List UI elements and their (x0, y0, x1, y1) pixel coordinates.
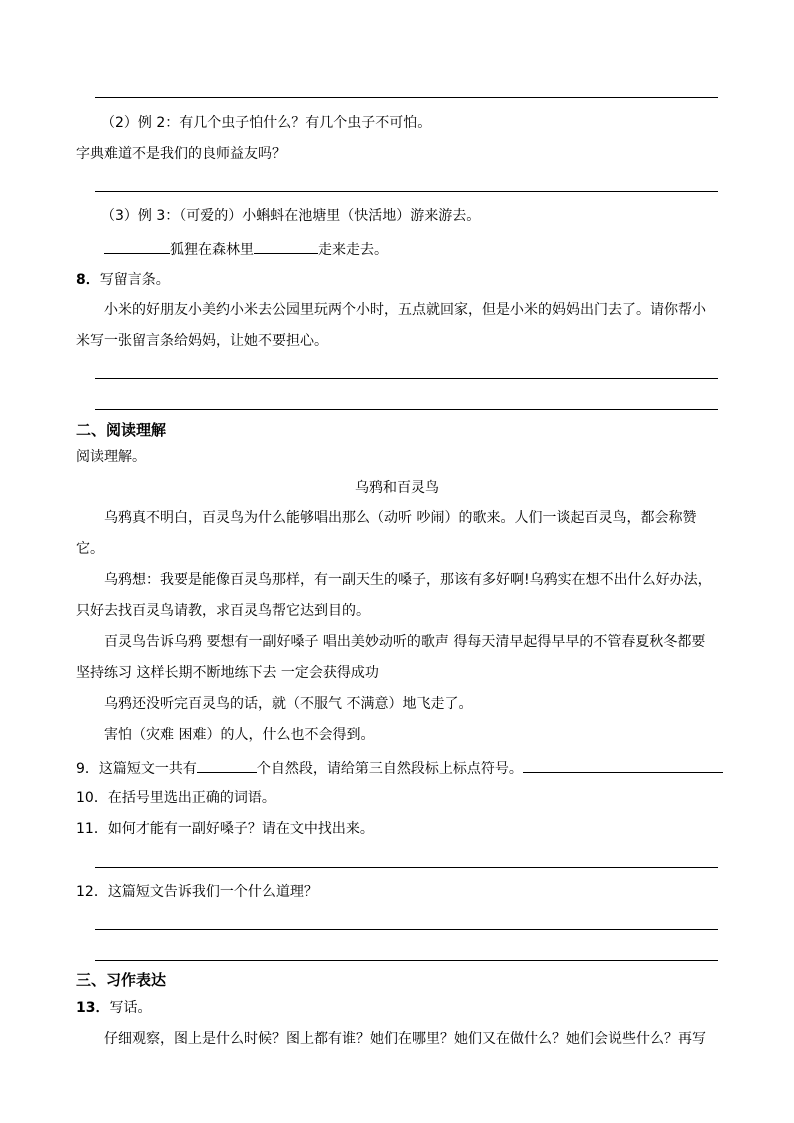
section-heading-writing: 三、习作表达 (76, 971, 167, 989)
q8-title: 写留言条。 (99, 272, 170, 288)
q3-end-text: 走来走去。 (318, 242, 388, 258)
answer-line (95, 378, 718, 379)
q10-text: 10．在括号里选出正确的词语。 (76, 790, 276, 806)
q9-text (76, 757, 723, 779)
q9-text-a: 9．这篇短文一共有 (76, 761, 197, 777)
reading-intro: 阅读理解。 (76, 449, 146, 465)
q13-title: 写话。 (109, 1000, 152, 1016)
q3-mid-text: 狐狸在森林里 (170, 242, 254, 258)
story-p5: 害怕（灾难 困难）的人，什么也不会得到。 (104, 727, 375, 743)
q2-example: 字典难道不是我们的良师益友吗？ (76, 146, 286, 162)
q12-text: 12．这篇短文告诉我们一个什么道理？ (76, 884, 318, 900)
q3-fill-sentence (104, 238, 388, 260)
story-p2-line2: 只好去找百灵鸟请教，求百灵鸟帮它达到目的。 (76, 603, 370, 619)
q2-text: （2）例 2：有几个虫子怕什么？有几个虫子不可怕。 (101, 115, 432, 131)
q8-heading (76, 270, 170, 290)
story-title: 乌鸦和百灵鸟 (355, 480, 439, 496)
q8-prompt-line1: 小米的好朋友小美约小米去公园里玩两个小时，五点就回家，但是小米的妈妈出门去了。请你帮小 (104, 302, 706, 318)
answer-line (95, 929, 718, 930)
story-p2-line1: 乌鸦想：我要是能像百灵鸟那样，有一副天生的嗓子，那该有多好啊!乌鸦实在想不出什么好办法， (104, 572, 712, 588)
story-p1-line1: 乌鸦真不明白，百灵鸟为什么能够唱出那么（动听 吵闹）的歌来。人们一谈起百灵鸟，都会称赞 (104, 510, 697, 526)
q13-heading (76, 998, 151, 1018)
story-p4: 乌鸦还没听完百灵鸟的话，就（不服气 不满意）地飞走了。 (104, 696, 473, 712)
story-p3-line2: 坚持练习 这样长期不断地练下去 一定会获得成功 (76, 665, 379, 681)
section-heading-reading: 二、阅读理解 (76, 421, 167, 439)
q13-prompt-line1: 仔细观察，图上是什么时候？图上都有谁？她们在哪里？她们又在做什么？她们会说些什么？再写 (104, 1031, 706, 1047)
q8-number: 8． (76, 272, 100, 288)
answer-line (95, 867, 718, 868)
q13-number: 13． (76, 1000, 110, 1016)
q8-prompt-line2: 米写一张留言条给妈妈，让她不要担心。 (76, 333, 328, 349)
answer-line (95, 409, 718, 410)
fill-blank[interactable] (104, 238, 170, 254)
fill-blank[interactable] (197, 757, 257, 773)
answer-line (95, 97, 718, 98)
story-p3-line1: 百灵鸟告诉乌鸦 要想有一副好嗓子 唱出美妙动听的歌声 得每天清早起得早早的不管春夏秋冬都要 (104, 634, 706, 650)
answer-line (95, 960, 718, 961)
answer-line (95, 191, 718, 192)
fill-blank[interactable] (254, 238, 318, 254)
q3-text: （3）例 3：（可爱的）小蝌蚪在池塘里（快活地）游来游去。 (101, 208, 481, 224)
q11-text: 11．如何才能有一副好嗓子？请在文中找出来。 (76, 821, 374, 837)
story-p1-line2: 它。 (76, 541, 104, 557)
fill-blank[interactable] (523, 757, 723, 773)
q9-text-b: 个自然段，请给第三自然段标上标点符号。 (256, 761, 523, 777)
